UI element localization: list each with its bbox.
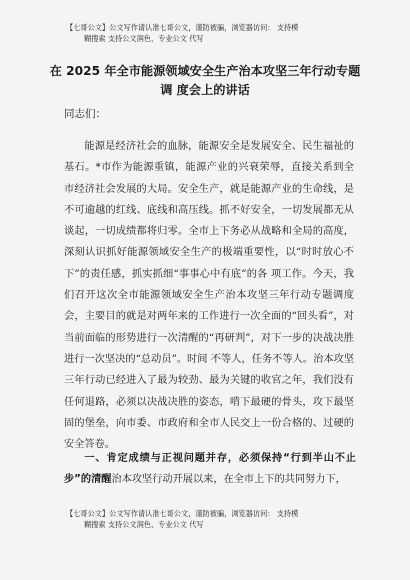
document-title-line-1: 在 2025 年全市能源领域安全生产治本攻坚三年行动专题 (49, 64, 361, 78)
footer-notice (66, 508, 370, 530)
header-notice-line-1: 【七哥公文】公文写作请认准七哥公文，谨防被骗，浏览器访问： 支持模 (66, 23, 299, 32)
header-notice (66, 22, 370, 44)
document-title (40, 62, 370, 100)
section-text: 治本攻坚行动开展以来，在全市上下的共同努力下， (111, 474, 346, 486)
salutation: 同志们： (64, 108, 106, 120)
body-paragraph: 能源是经济社会的血脉，能源安全是发展安全、民生福祉的基石。*市作为能源重镇，能源产业的兴衰荣辱，直接关系到全市经济社会发展的大局。安全生产，就是能源产业的生命线，是不可逾越的红线、底线和高压线。抓不好安全，一切发展都无从谈起，一切成绩都将归零。全市上下务必从战略和全局的高度，深刻认识抓好能源领域安全生产的极端重要性，以“时时放心不下”的责任感，抓实抓细“事事心中有底”的各 项工作。今天，我们召开这次全市能源领域安全生产治本攻坚三年行动专题调度会，主要目的就是对两年来的工作进行一次全面的“回头看”，对当前面临的形势进行一次清醒的“再研判”，对下一步的决战决胜进行一次坚决的“总动员”。时间 不等人，任务不等人。治本攻坚三年行动已经进入了最为较劲、最为关键的收官之年，我们没有任何退路，必须以决战决胜的姿态，啃下最硬的骨头，攻下最坚固的堡垒，向市委、市政府和全市人民交上一份合格的、过硬的安全答卷。 (64, 141, 354, 451)
footer-notice-line-1: 【七哥公文】公文写作请认准七哥公文，谨防被骗，浏览器访问： 支持模 (66, 509, 299, 518)
document-body (64, 136, 354, 455)
document-title-line-2: 调 度会上的讲话 (160, 83, 250, 97)
section-heading: 一、肯定成绩与正视问题并存，必须保持“行到半山不止步”的清醒 (64, 453, 356, 486)
header-notice-line-2: 糊搜索 支持公文润色、专业公文 代写 (84, 34, 204, 43)
footer-notice-line-2: 糊搜索 支持公文润色、专业公文 代写 (84, 520, 204, 529)
section-one (64, 448, 356, 491)
